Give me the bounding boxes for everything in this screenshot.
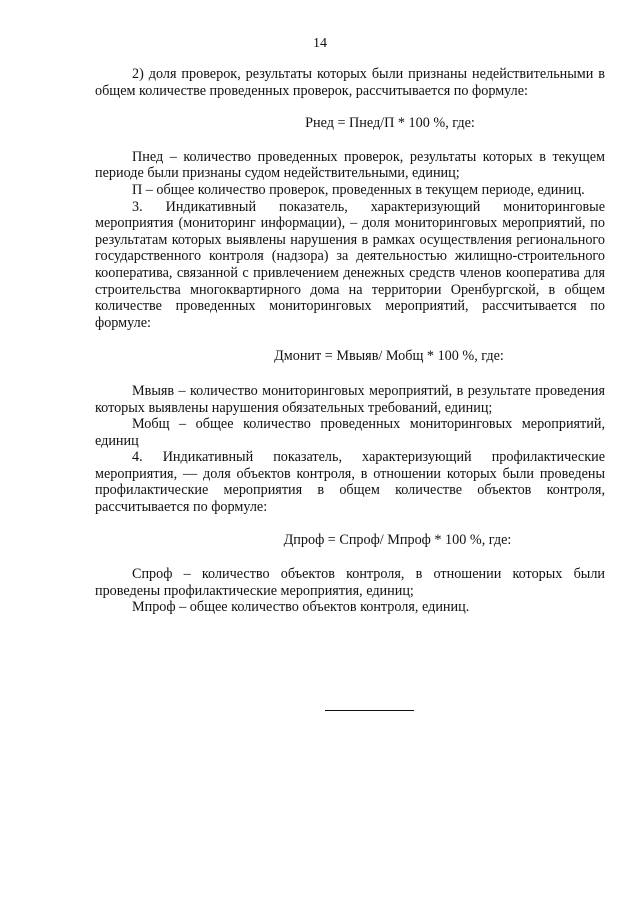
- definition-mvyav: Мвыяв – количество мониторинговых мероприятий, в результате проведения которых выявлены нарушения обязательных требований, единиц;: [95, 382, 605, 416]
- end-divider-line: [325, 710, 414, 711]
- paragraph-share-invalid-inspections: 2) доля проверок, результаты которых были признаны недействительными в общем количестве проведенных проверок, рассчитывается по формуле:: [95, 66, 605, 99]
- definition-sprof: Спроф – количество объектов контроля, в отношении которых были проведены профилактические мероприятия, единиц;: [95, 566, 605, 599]
- definition-p: П – общее количество проверок, проведенных в текущем периоде, единиц.: [132, 181, 585, 198]
- document-body: [95, 66, 605, 616]
- definition-mprof: Мпроф – общее количество объектов контроля, единиц.: [132, 599, 470, 616]
- formula-rned: Рнед = Пнед/П * 100 %, где:: [305, 115, 475, 132]
- formula-dprof: Дпроф = Спроф/ Мпроф * 100 %, где:: [283, 531, 512, 548]
- paragraph-monitoring-indicator: 3. Индикативный показатель, характеризующий мониторинговые мероприятия (мониторинг информации), – доля мониторинговых мероприятий, по результатам которых выявлены нарушения в рамках осуществления регионального государственного контроля (надзора) за деятельностью жилищно-строительного кооператива, связанной с привлечением денежных средств членов кооператива для строительства многоквартирного дома на территории Оренбургской, в общем количестве проведенных мониторинговых мероприятий, рассчитывается по формуле:: [95, 198, 605, 331]
- definition-mobshch: Мобщ – общее количество проведенных мониторинговых мероприятий, единиц: [95, 416, 605, 449]
- page-number: 14: [313, 36, 327, 51]
- definition-pned: Пнед – количество проведенных проверок, результаты которых в текущем периоде были признаны судом недействительными, единиц;: [95, 148, 605, 182]
- formula-dmonit: Дмонит = Мвыяв/ Мобщ * 100 %, где:: [274, 348, 504, 365]
- paragraph-preventive-indicator: 4. Индикативный показатель, характеризующий профилактические мероприятия, — доля объектов контроля, в отношении которых были проведены профилактические мероприятия в общем количестве объектов контроля, рассчитывается по формуле:: [95, 449, 605, 516]
